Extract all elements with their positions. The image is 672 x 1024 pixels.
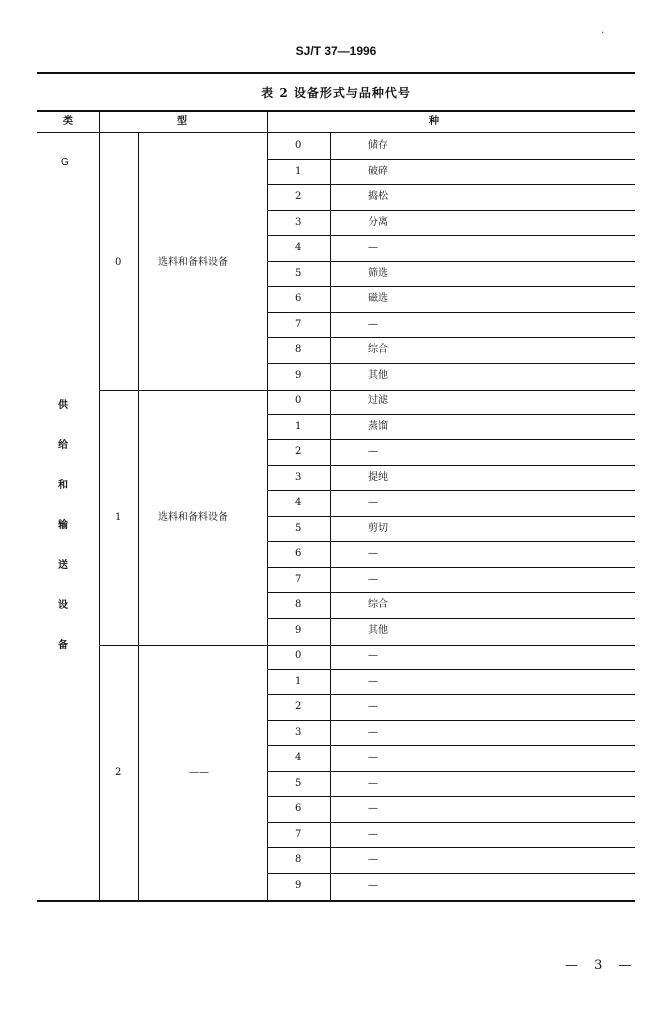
kind-row-separator (267, 745, 635, 746)
kind-code: 1 (295, 166, 302, 177)
kind-code: 2 (295, 701, 302, 712)
kind-row-separator (267, 720, 635, 721)
table-top-border (37, 110, 635, 112)
kind-row-separator (267, 669, 635, 670)
type-group-separator (99, 645, 635, 646)
kind-name: 过滤 (368, 395, 388, 406)
kind-row-separator (267, 771, 635, 772)
kind-code: 0 (295, 650, 302, 661)
kind-code: 5 (295, 523, 302, 534)
kind-name: — (368, 548, 378, 559)
type-code-divider (138, 133, 139, 902)
category-name-char: 和 (58, 480, 68, 491)
kind-code: 3 (295, 217, 302, 228)
page-number: — 3 — (565, 958, 638, 973)
kind-name: — (368, 752, 378, 763)
kind-name: 蒸馏 (368, 421, 388, 432)
type-name: 选料和备料设备 (158, 257, 228, 268)
category-name-char: 供 (58, 400, 68, 411)
kind-code: 2 (295, 191, 302, 202)
kind-name: 筛选 (368, 268, 388, 279)
kind-code: 5 (295, 778, 302, 789)
category-code: G (61, 157, 69, 168)
type-code: 2 (115, 767, 122, 778)
type-group-separator (99, 390, 635, 391)
kind-row-separator (267, 312, 635, 313)
kind-row-separator (267, 694, 635, 695)
kind-code: 1 (295, 676, 302, 687)
kind-name: — (368, 676, 378, 687)
category-header: 类 (63, 116, 73, 127)
kind-row-separator (267, 184, 635, 185)
kind-name: — (368, 446, 378, 457)
kind-row-separator (267, 567, 635, 568)
kind-row-separator (267, 618, 635, 619)
kind-code: 1 (295, 421, 302, 432)
type-code: 1 (115, 512, 122, 523)
kind-name: 储存 (368, 140, 388, 151)
kind-code: 9 (295, 625, 302, 636)
kind-name: — (368, 829, 378, 840)
kind-name: — (368, 650, 378, 661)
kind-code: 0 (295, 395, 302, 406)
kind-name: 其他 (368, 625, 388, 636)
kind-row-separator (267, 261, 635, 262)
kind-code: 7 (295, 574, 302, 585)
kind-code: 5 (295, 268, 302, 279)
kind-name: — (368, 242, 378, 253)
kind-name: 分离 (368, 217, 388, 228)
kind-row-separator (267, 796, 635, 797)
kind-code: 4 (295, 752, 302, 763)
kind-row-separator (267, 414, 635, 415)
kind-name: 综合 (368, 599, 388, 610)
kind-code: 7 (295, 829, 302, 840)
kind-name: — (368, 880, 378, 891)
kind-row-separator (267, 210, 635, 211)
kind-row-separator (267, 439, 635, 440)
kind-code: 7 (295, 319, 302, 330)
type-code: 0 (115, 257, 122, 268)
kind-row-separator (267, 465, 635, 466)
kind-row-separator (267, 363, 635, 364)
kind-code: 4 (295, 242, 302, 253)
header-rule (37, 72, 635, 74)
kind-row-separator (267, 516, 635, 517)
type-name: —— (189, 767, 209, 778)
kind-code: 4 (295, 497, 302, 508)
kind-header: 种 (429, 116, 439, 127)
kind-name: — (368, 497, 378, 508)
kind-code: 9 (295, 370, 302, 381)
kind-row-separator (267, 592, 635, 593)
kind-code: 8 (295, 344, 302, 355)
standard-number: SJ/T 37—1996 (295, 44, 377, 58)
kind-name: 其他 (368, 370, 388, 381)
kind-row-separator (267, 873, 635, 874)
kind-code: 6 (295, 548, 302, 559)
kind-code: 8 (295, 854, 302, 865)
kind-row-separator (267, 847, 635, 848)
kind-name: — (368, 574, 378, 585)
kind-name: — (368, 701, 378, 712)
kind-code: 8 (295, 599, 302, 610)
kind-name: 提纯 (368, 472, 388, 483)
kind-row-separator (267, 286, 635, 287)
category-name-char: 给 (58, 440, 68, 451)
kind-row-separator (267, 822, 635, 823)
kind-name: 破碎 (368, 166, 388, 177)
kind-name: 综合 (368, 344, 388, 355)
category-name-char: 备 (58, 640, 68, 651)
kind-name: 捣松 (368, 191, 388, 202)
kind-code-divider (330, 133, 331, 902)
kind-row-separator (267, 490, 635, 491)
category-name-char: 输 (58, 520, 68, 531)
kind-code: 6 (295, 293, 302, 304)
kind-row-separator (267, 541, 635, 542)
category-column-divider (99, 110, 100, 902)
kind-row-separator (267, 337, 635, 338)
kind-row-separator (267, 235, 635, 236)
header-bottom-border (37, 132, 635, 133)
kind-code: 9 (295, 880, 302, 891)
kind-code: 3 (295, 472, 302, 483)
kind-code: 0 (295, 140, 302, 151)
category-name-char: 送 (58, 560, 68, 571)
kind-name: — (368, 319, 378, 330)
kind-name: — (368, 854, 378, 865)
category-name-char: 设 (58, 600, 68, 611)
type-name: 选料和备料设备 (158, 512, 228, 523)
kind-name: — (368, 803, 378, 814)
type-header: 型 (177, 116, 187, 127)
table-bottom-border (37, 900, 635, 902)
kind-name: — (368, 727, 378, 738)
kind-name: 剪切 (368, 523, 388, 534)
kind-code: 2 (295, 446, 302, 457)
table-title: 表 2 设备形式与品种代号 (261, 86, 411, 100)
kind-code: 3 (295, 727, 302, 738)
kind-row-separator (267, 159, 635, 160)
header-mark: . (601, 25, 605, 36)
kind-name: 磁选 (368, 293, 388, 304)
type-column-divider (267, 110, 268, 902)
kind-name: — (368, 778, 378, 789)
code-table (37, 110, 635, 903)
kind-code: 6 (295, 803, 302, 814)
